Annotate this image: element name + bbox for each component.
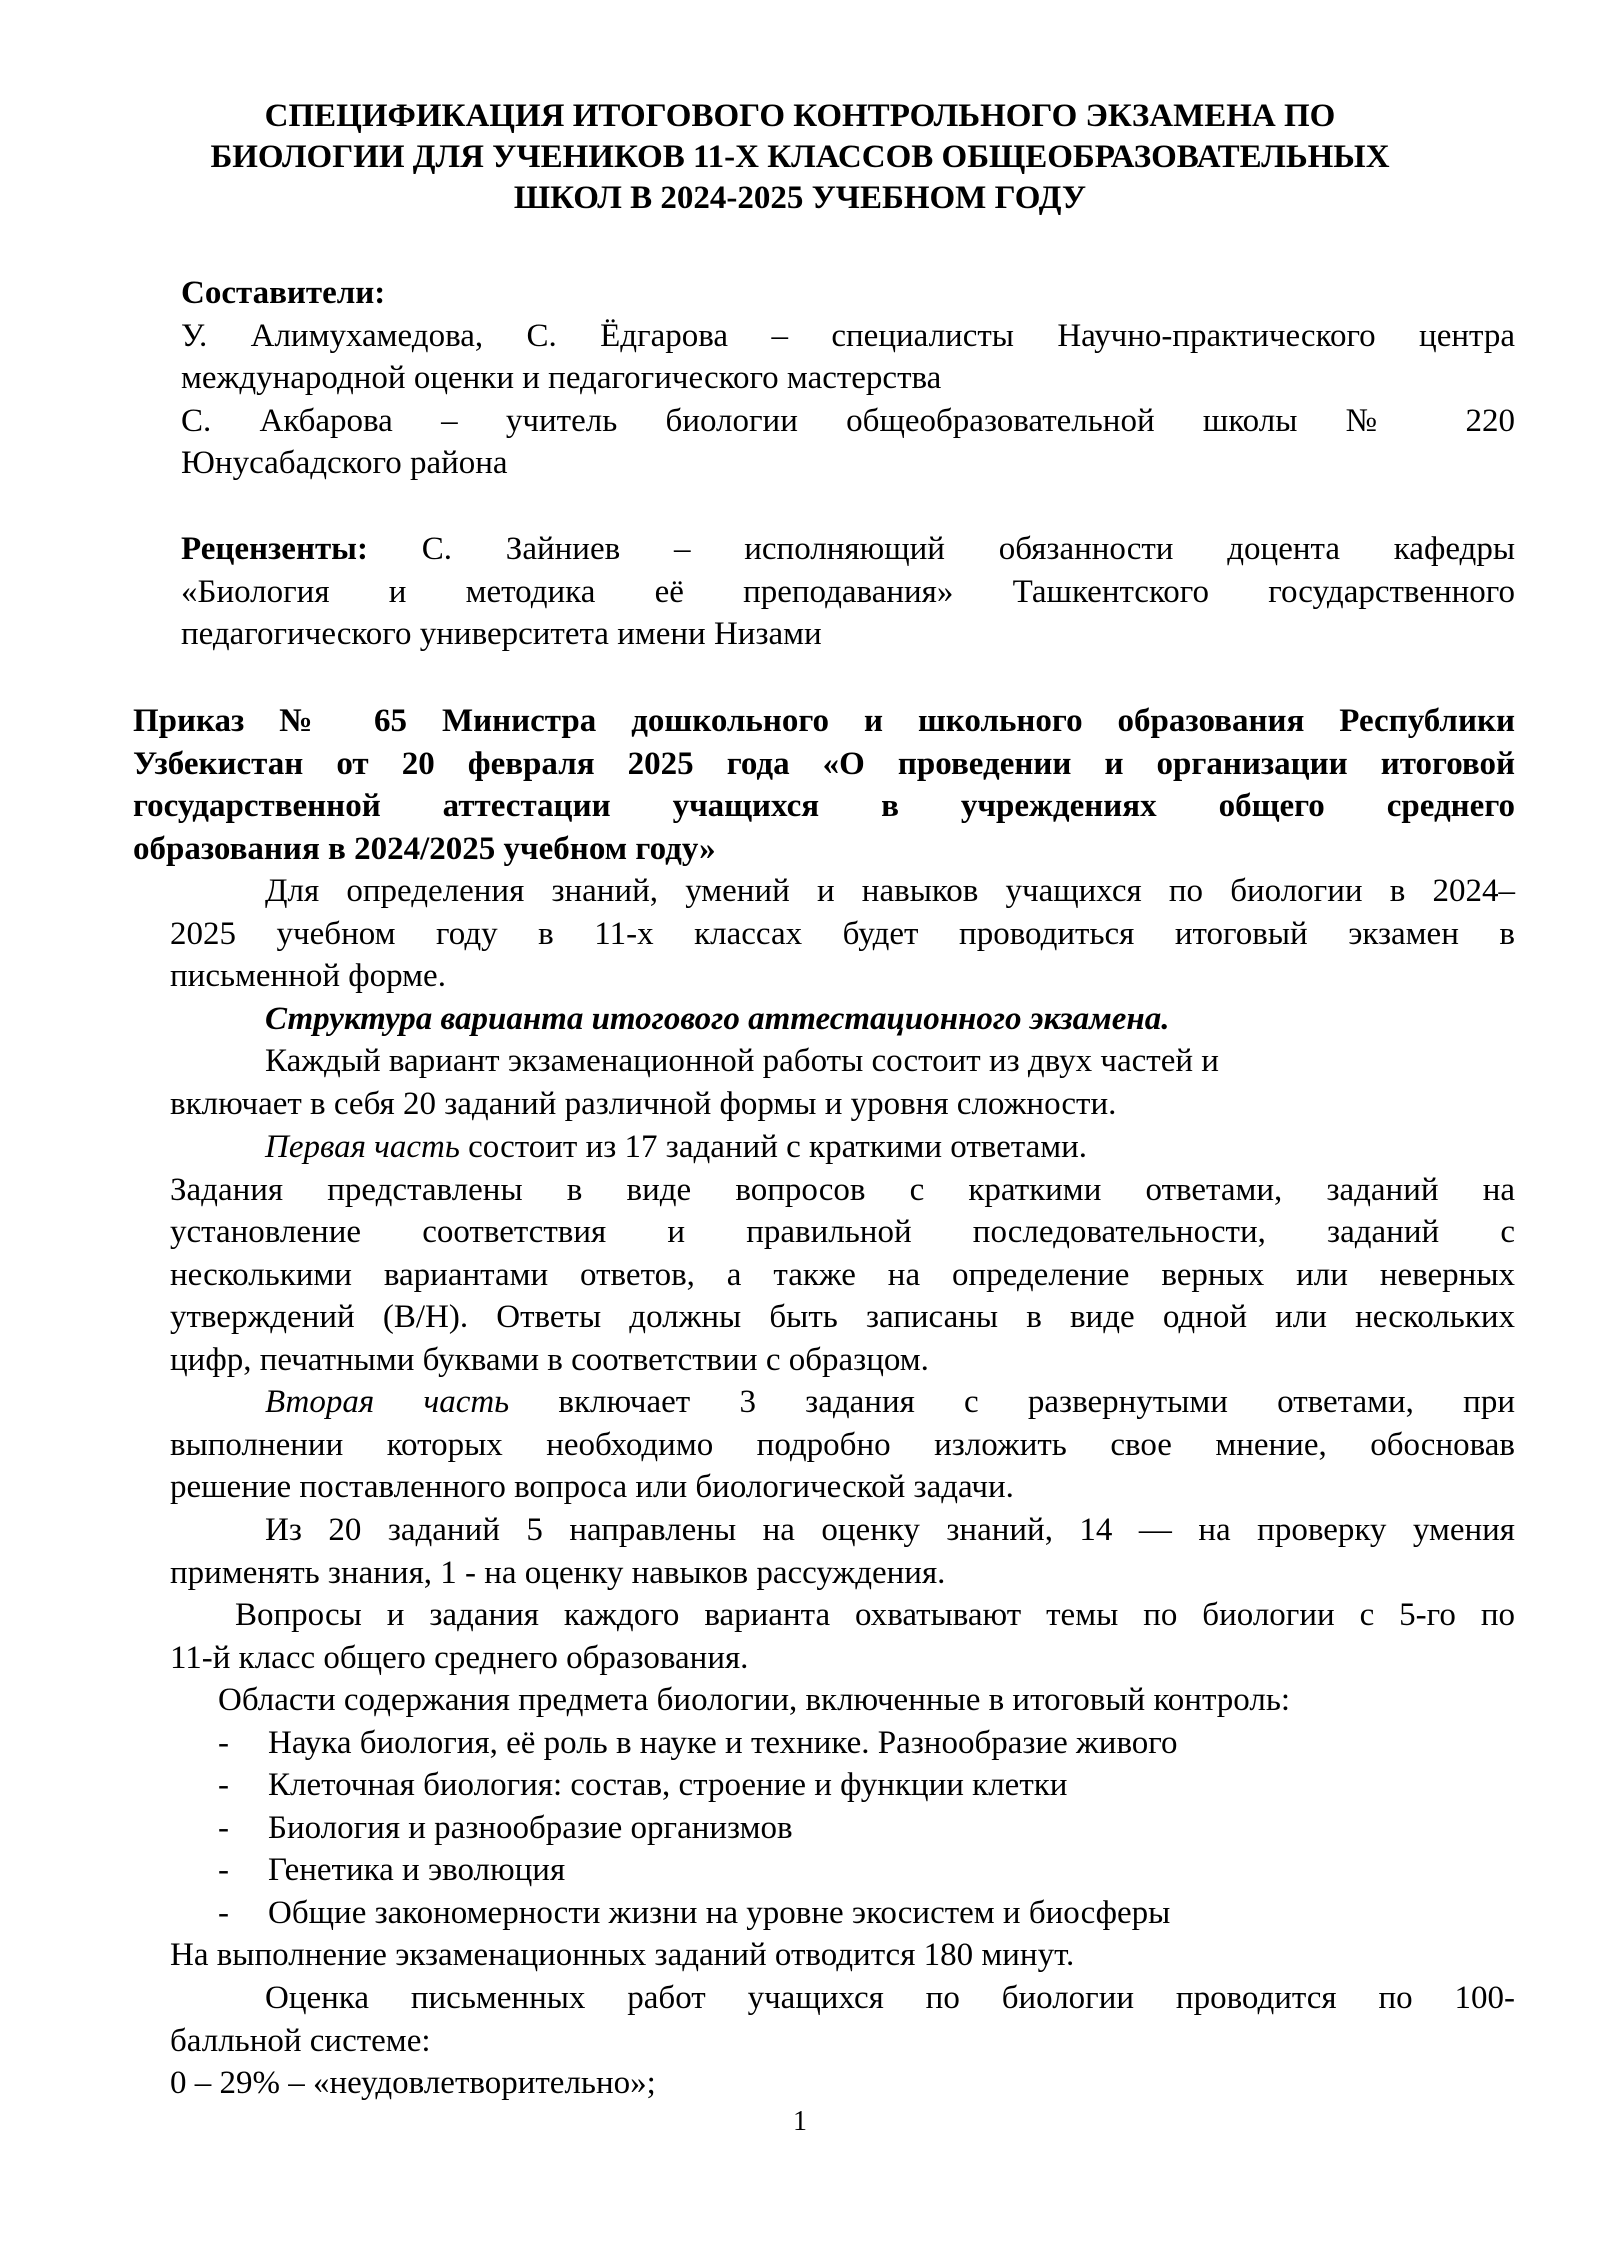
list-dash: - — [218, 1852, 229, 1888]
areas-intro: Области содержания предмета биологии, включенные в итоговый контроль: — [218, 1682, 1291, 1718]
grading-line: 0 – 29% – «неудовлетворительно»; — [170, 2065, 656, 2101]
title-line-1: СПЕЦИФИКАЦИЯ ИТОГОВОГО КОНТРОЛЬНОГО ЭКЗАМЕНА ПО — [264, 98, 1336, 134]
compilers-heading: Составители: — [181, 275, 386, 311]
intro-line: 2025 учебном году в 11-х классах будет проводиться итоговый экзамен в — [170, 915, 1515, 952]
order-section — [133, 700, 1515, 870]
structure-line: Каждый вариант экзаменационной работы состоит из двух частей и — [265, 1043, 1219, 1079]
distribution-paragraph — [170, 1509, 1515, 1594]
compilers-line: У. Алимухамедова, С. Ёдгарова – специалисты Научно-практического центра — [181, 317, 1515, 354]
compilers-line: международной оценки и педагогического мастерства — [181, 360, 942, 396]
intro-paragraph — [170, 870, 1515, 998]
order-line: образования в 2024/2025 учебном году» — [133, 830, 716, 867]
distribution-line: применять знания, 1 - на оценку навыков рассуждения. — [170, 1554, 946, 1591]
list-dash: - — [218, 1767, 229, 1803]
reviewers-section — [181, 528, 1515, 656]
reviewers-line: педагогического университета имени Низами — [181, 616, 822, 652]
distribution-line: Из 20 заданий 5 направлены на оценку знаний, 14 — на проверку умения — [265, 1512, 1515, 1548]
area-text: Клеточная биология: состав, строение и функции клетки — [268, 1767, 1068, 1803]
area-text: Генетика и эволюция — [268, 1852, 566, 1888]
coverage-paragraph — [170, 1594, 1515, 1679]
list-dash: - — [218, 1725, 229, 1761]
list-dash: - — [218, 1895, 229, 1931]
structure-line: включает в себя 20 заданий различной формы и уровня сложности. — [170, 1085, 1117, 1122]
structure-paragraph — [170, 1040, 1515, 1125]
area-text: Общие закономерности жизни на уровне экосистем и биосферы — [268, 1895, 1171, 1931]
document-title — [130, 96, 1470, 219]
title-line-3: ШКОЛ В 2024-2025 УЧЕБНОМ ГОДУ — [513, 180, 1087, 216]
part2-rest: включает 3 задания с развернутыми ответами, при — [509, 1384, 1515, 1420]
part2-label: Вторая часть — [265, 1384, 510, 1420]
structure-heading: Структура варианта итогового аттестационного экзамена. — [265, 1001, 1170, 1037]
coverage-line: Вопросы и задания каждого варианта охватывают темы по биологии с 5-го по — [235, 1597, 1515, 1633]
order-line: Приказ № 65 Министра дошкольного и школьного образования Республики — [133, 703, 1515, 739]
part2-line: решение поставленного вопроса или биологической задачи. — [170, 1469, 1014, 1505]
grading-line: балльной системе: — [170, 2022, 431, 2059]
intro-line: Для определения знаний, умений и навыков учащихся по биологии в 2024– — [265, 873, 1515, 909]
part1-first-line — [170, 1126, 1515, 1169]
part1-line: Задания представлены в виде вопросов с краткими ответами, заданий на — [170, 1171, 1515, 1208]
list-dash: - — [218, 1810, 229, 1846]
compilers-line: Юнусабадского района — [181, 445, 508, 481]
intro-line: письменной форме. — [170, 958, 446, 994]
part2-first-line — [170, 1381, 1515, 1424]
part2-paragraph — [170, 1381, 1515, 1509]
part1-line: цифр, печатными буквами в соответствии с образцом. — [170, 1341, 929, 1378]
part1-label: Первая часть — [265, 1129, 460, 1165]
area-text: Наука биология, её роль в науке и технике. Разнообразие живого — [268, 1725, 1178, 1761]
title-line-2: БИОЛОГИИ ДЛЯ УЧЕНИКОВ 11-Х КЛАССОВ ОБЩЕОБРАЗОВАТЕЛЬНЫХ — [210, 139, 1390, 175]
order-line: Узбекистан от 20 февраля 2025 года «О проведении и организации итоговой — [133, 745, 1515, 782]
order-line: государственной аттестации учащихся в учреждениях общего среднего — [133, 788, 1515, 824]
part1-paragraph — [170, 1126, 1515, 1381]
reviewers-text: С. Зайниев – исполняющий обязанности доцента кафедры — [421, 531, 1515, 567]
page-number: 1 — [793, 2106, 807, 2137]
grading-paragraph — [170, 1977, 1515, 2105]
compilers-line: С. Акбарова – учитель биологии общеобразовательной школы № 220 — [181, 402, 1515, 439]
compilers-section — [181, 272, 1515, 485]
time-statement: На выполнение экзаменационных заданий отводится 180 минут. — [170, 1937, 1075, 1973]
area-text: Биология и разнообразие организмов — [268, 1810, 793, 1846]
reviewers-heading: Рецензенты: — [181, 531, 368, 567]
part1-rest: состоит из 17 заданий с краткими ответами. — [459, 1129, 1088, 1165]
reviewers-line-1 — [181, 528, 1515, 571]
part1-line: несколькими вариантами ответов, а также на определение верных или неверных — [170, 1256, 1515, 1293]
part1-line: утверждений (В/Н). Ответы должны быть записаны в виде одной или нескольких — [170, 1299, 1515, 1335]
coverage-line: 11-й класс общего среднего образования. — [170, 1639, 749, 1676]
part2-line: выполнении которых необходимо подробно изложить свое мнение, обосновав — [170, 1426, 1515, 1463]
reviewers-line: «Биология и методика её преподавания» Ташкентского государственного — [181, 573, 1515, 610]
grading-line: Оценка письменных работ учащихся по биологии проводится по 100- — [265, 1980, 1515, 2016]
part1-line: установление соответствия и правильной последовательности, заданий с — [170, 1214, 1515, 1250]
